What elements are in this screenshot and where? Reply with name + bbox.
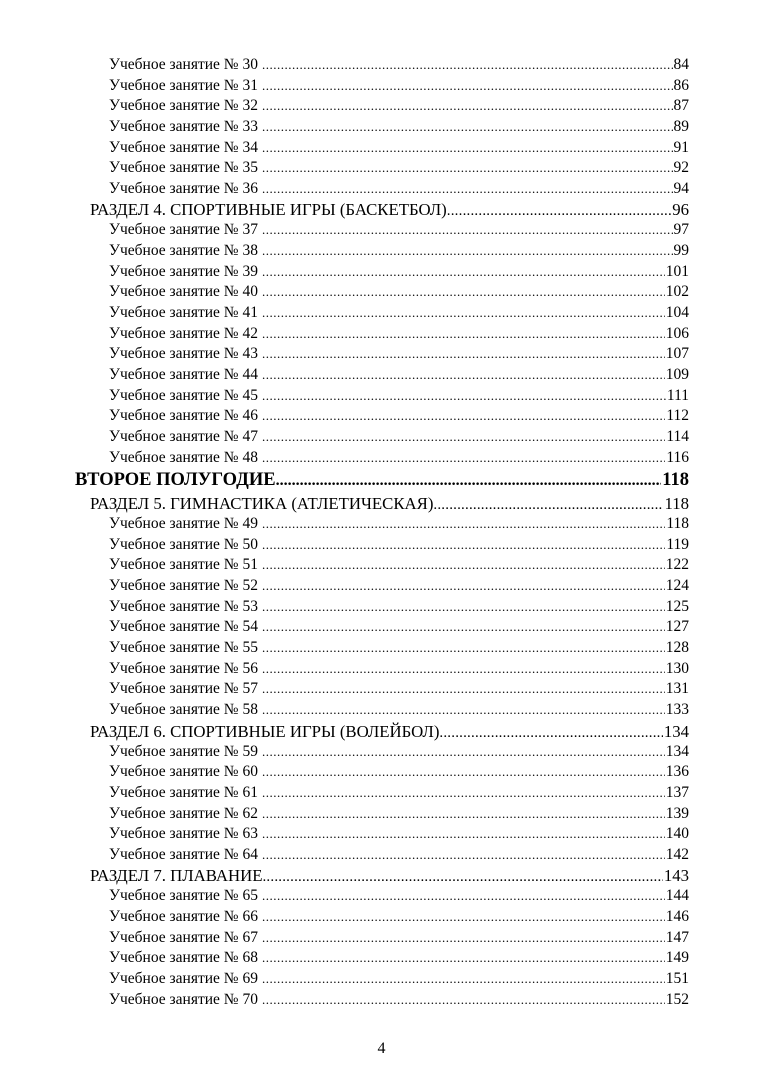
toc-entry-title: Учебное занятие № 34 bbox=[109, 138, 258, 156]
leader-dots bbox=[262, 948, 665, 969]
toc-entry-page: 97 bbox=[673, 221, 689, 239]
leader-dots bbox=[276, 468, 662, 493]
leader-dots bbox=[262, 867, 662, 888]
toc-entry-title: Учебное занятие № 53 bbox=[109, 597, 258, 615]
toc-entry-title: Учебное занятие № 42 bbox=[109, 324, 258, 342]
toc-entry-lesson[interactable] bbox=[109, 303, 689, 324]
leader-dots bbox=[262, 179, 673, 200]
toc-entry-title: Учебное занятие № 68 bbox=[109, 949, 258, 967]
toc-entry-title: ВТОРОЕ ПОЛУГОДИЕ bbox=[75, 470, 276, 491]
toc-entry-lesson[interactable] bbox=[109, 948, 689, 969]
toc-entry-title: Учебное занятие № 56 bbox=[109, 659, 258, 677]
toc-entry-page: 142 bbox=[665, 845, 689, 863]
toc-entry-page: 134 bbox=[665, 742, 689, 760]
leader-dots bbox=[262, 138, 673, 159]
leader-dots bbox=[262, 386, 666, 407]
toc-entry-page: 107 bbox=[665, 345, 689, 363]
toc-entry-lesson[interactable] bbox=[109, 282, 689, 303]
toc-entry-lesson[interactable] bbox=[109, 907, 689, 928]
toc-entry-title: Учебное занятие № 32 bbox=[109, 97, 258, 115]
toc-entry-lesson[interactable] bbox=[109, 845, 689, 866]
leader-dots bbox=[262, 324, 665, 345]
leader-dots bbox=[262, 535, 665, 556]
toc-entry-title: Учебное занятие № 66 bbox=[109, 908, 258, 926]
toc-entry-section[interactable] bbox=[90, 199, 689, 220]
toc-entry-lesson[interactable] bbox=[109, 406, 689, 427]
toc-entry-page: 92 bbox=[673, 159, 689, 177]
toc-entry-lesson[interactable] bbox=[109, 514, 689, 535]
toc-entry-lesson[interactable] bbox=[109, 700, 689, 721]
toc-entry-title: Учебное занятие № 48 bbox=[109, 448, 258, 466]
toc-entry-title: РАЗДЕЛ 6. СПОРТИВНЫЕ ИГРЫ (ВОЛЕЙБОЛ) bbox=[90, 721, 440, 741]
leader-dots bbox=[262, 241, 673, 262]
toc-entry-page: 130 bbox=[665, 659, 689, 677]
toc-entry-title: Учебное занятие № 69 bbox=[109, 969, 258, 987]
toc-entry-lesson[interactable] bbox=[109, 617, 689, 638]
leader-dots bbox=[262, 117, 673, 138]
toc-entry-page: 147 bbox=[665, 928, 689, 946]
toc-entry-title: Учебное занятие № 64 bbox=[109, 845, 258, 863]
toc-entry-title: Учебное занятие № 57 bbox=[109, 680, 258, 698]
toc-entry-title: Учебное занятие № 54 bbox=[109, 618, 258, 636]
toc-entry-title: РАЗДЕЛ 4. СПОРТИВНЫЕ ИГРЫ (БАСКЕТБОЛ) bbox=[90, 200, 447, 220]
toc-entry-lesson[interactable] bbox=[109, 928, 689, 949]
leader-dots bbox=[262, 76, 673, 97]
toc-entry-title: Учебное занятие № 33 bbox=[109, 117, 258, 135]
toc-entry-lesson[interactable] bbox=[109, 344, 689, 365]
toc-entry-title: Учебное занятие № 55 bbox=[109, 639, 258, 657]
toc-entry-title: Учебное занятие № 52 bbox=[109, 577, 258, 595]
leader-dots bbox=[262, 262, 665, 283]
leader-dots bbox=[262, 448, 665, 469]
leader-dots bbox=[262, 96, 673, 117]
leader-dots bbox=[262, 638, 665, 659]
leader-dots bbox=[262, 679, 665, 700]
toc-entry-page: 151 bbox=[665, 969, 689, 987]
toc-entry-lesson[interactable] bbox=[109, 386, 689, 407]
toc-entry-page: 118 bbox=[666, 515, 689, 533]
toc-entry-title: Учебное занятие № 45 bbox=[109, 386, 258, 404]
leader-dots bbox=[262, 427, 665, 448]
toc-entry-title: Учебное занятие № 41 bbox=[109, 304, 258, 322]
toc-entry-page: 87 bbox=[673, 97, 689, 115]
toc-entry-title: Учебное занятие № 51 bbox=[109, 556, 258, 574]
leader-dots bbox=[262, 406, 665, 427]
toc-entry-lesson[interactable] bbox=[109, 96, 689, 117]
toc-entry-title: Учебное занятие № 62 bbox=[109, 804, 258, 822]
toc-entry-title: Учебное занятие № 36 bbox=[109, 179, 258, 197]
table-of-contents bbox=[0, 55, 763, 1010]
toc-entry-page: 106 bbox=[665, 324, 689, 342]
leader-dots bbox=[262, 365, 665, 386]
toc-entry-title: РАЗДЕЛ 5. ГИМНАСТИКА (АТЛЕТИЧЕСКАЯ) bbox=[90, 494, 434, 514]
toc-entry-title: Учебное занятие № 37 bbox=[109, 221, 258, 239]
toc-entry-lesson[interactable] bbox=[109, 76, 689, 97]
toc-entry-page: 122 bbox=[665, 556, 689, 574]
leader-dots bbox=[262, 700, 665, 721]
toc-entry-lesson[interactable] bbox=[109, 638, 689, 659]
toc-entry-title: Учебное занятие № 59 bbox=[109, 742, 258, 760]
leader-dots bbox=[262, 344, 665, 365]
toc-entry-page: 119 bbox=[666, 535, 689, 553]
page-number: 4 bbox=[377, 1040, 386, 1057]
toc-entry-title: Учебное занятие № 63 bbox=[109, 825, 258, 843]
toc-entry-page: 102 bbox=[665, 283, 689, 301]
toc-entry-lesson[interactable] bbox=[109, 55, 689, 76]
toc-entry-page: 91 bbox=[673, 138, 689, 156]
toc-entry-lesson[interactable] bbox=[109, 969, 689, 990]
toc-entry-lesson[interactable] bbox=[109, 990, 689, 1011]
toc-entry-title: Учебное занятие № 65 bbox=[109, 887, 258, 905]
leader-dots bbox=[262, 282, 665, 303]
leader-dots bbox=[262, 303, 665, 324]
toc-entry-page: 136 bbox=[665, 763, 689, 781]
leader-dots bbox=[262, 783, 665, 804]
toc-entry-page: 109 bbox=[665, 365, 689, 383]
toc-entry-lesson[interactable] bbox=[109, 762, 689, 783]
toc-entry-page: 134 bbox=[663, 721, 689, 741]
toc-entry-lesson[interactable] bbox=[109, 448, 689, 469]
toc-entry-lesson[interactable] bbox=[109, 365, 689, 386]
leader-dots bbox=[262, 990, 665, 1011]
toc-entry-page: 84 bbox=[673, 56, 689, 73]
toc-entry-lesson[interactable] bbox=[109, 555, 689, 576]
toc-entry-lesson[interactable] bbox=[109, 679, 689, 700]
leader-dots bbox=[262, 617, 665, 638]
toc-entry-title: Учебное занятие № 50 bbox=[109, 535, 258, 553]
leader-dots bbox=[262, 597, 665, 618]
toc-entry-title: Учебное занятие № 35 bbox=[109, 159, 258, 177]
toc-entry-page: 124 bbox=[665, 577, 689, 595]
toc-entry-page: 118 bbox=[662, 470, 689, 491]
toc-entry-page: 133 bbox=[665, 700, 689, 718]
toc-entry-title: Учебное занятие № 40 bbox=[109, 283, 258, 301]
toc-entry-lesson[interactable] bbox=[109, 427, 689, 448]
leader-dots bbox=[262, 659, 665, 680]
leader-dots bbox=[262, 55, 673, 76]
toc-entry-page: 112 bbox=[666, 407, 689, 425]
toc-entry-lesson[interactable] bbox=[109, 138, 689, 159]
toc-entry-page: 146 bbox=[665, 908, 689, 926]
toc-entry-page: 96 bbox=[672, 200, 689, 220]
toc-entry-lesson[interactable] bbox=[109, 597, 689, 618]
toc-entry-section[interactable] bbox=[90, 865, 689, 886]
toc-entry-page: 152 bbox=[665, 990, 689, 1008]
toc-entry-page: 114 bbox=[666, 427, 689, 445]
toc-entry-title: Учебное занятие № 61 bbox=[109, 783, 258, 801]
toc-entry-page: 89 bbox=[673, 117, 689, 135]
leader-dots bbox=[262, 886, 665, 907]
toc-entry-page: 144 bbox=[665, 887, 689, 905]
toc-entry-title: Учебное занятие № 58 bbox=[109, 700, 258, 718]
leader-dots bbox=[262, 969, 665, 990]
leader-dots bbox=[433, 495, 663, 516]
toc-entry-lesson[interactable] bbox=[109, 158, 689, 179]
toc-entry-page: 143 bbox=[663, 866, 689, 886]
leader-dots bbox=[262, 742, 665, 763]
toc-entry-title: Учебное занятие № 43 bbox=[109, 345, 258, 363]
toc-entry-page: 86 bbox=[673, 76, 689, 94]
toc-entry-page: 131 bbox=[665, 680, 689, 698]
toc-entry-page: 111 bbox=[666, 386, 689, 404]
toc-entry-lesson[interactable] bbox=[109, 824, 689, 845]
toc-entry-page: 116 bbox=[666, 448, 689, 466]
toc-entry-lesson[interactable] bbox=[109, 535, 689, 556]
leader-dots bbox=[262, 514, 665, 535]
leader-dots bbox=[262, 220, 673, 241]
leader-dots bbox=[262, 762, 665, 783]
leader-dots bbox=[262, 804, 665, 825]
toc-entry-title: Учебное занятие № 46 bbox=[109, 407, 258, 425]
toc-entry-lesson[interactable] bbox=[109, 659, 689, 680]
toc-entry-title: Учебное занятие № 30 bbox=[109, 56, 258, 73]
leader-dots bbox=[262, 907, 665, 928]
toc-entry-lesson[interactable] bbox=[109, 241, 689, 262]
toc-entry-lesson[interactable] bbox=[109, 783, 689, 804]
toc-entry-title: Учебное занятие № 31 bbox=[109, 76, 258, 94]
toc-entry-title: Учебное занятие № 67 bbox=[109, 928, 258, 946]
toc-entry-page: 149 bbox=[665, 949, 689, 967]
toc-entry-page: 104 bbox=[665, 304, 689, 322]
leader-dots bbox=[262, 576, 665, 597]
toc-entry-page: 140 bbox=[665, 825, 689, 843]
leader-dots bbox=[439, 723, 662, 744]
toc-entry-page: 127 bbox=[665, 618, 689, 636]
toc-entry-page: 137 bbox=[665, 783, 689, 801]
toc-entry-section[interactable] bbox=[90, 493, 689, 514]
toc-entry-title: Учебное занятие № 39 bbox=[109, 262, 258, 280]
toc-entry-section[interactable] bbox=[90, 721, 689, 742]
toc-entry-lesson[interactable] bbox=[109, 117, 689, 138]
toc-entry-lesson[interactable] bbox=[109, 262, 689, 283]
leader-dots bbox=[262, 928, 665, 949]
toc-entry-title: Учебное занятие № 70 bbox=[109, 990, 258, 1008]
leader-dots bbox=[262, 845, 665, 866]
toc-entry-lesson[interactable] bbox=[109, 220, 689, 241]
toc-entry-page: 118 bbox=[664, 494, 689, 514]
toc-entry-lesson[interactable] bbox=[109, 179, 689, 200]
leader-dots bbox=[262, 555, 665, 576]
toc-entry-title: Учебное занятие № 38 bbox=[109, 242, 258, 260]
toc-entry-title: Учебное занятие № 49 bbox=[109, 515, 258, 533]
toc-entry-title: Учебное занятие № 44 bbox=[109, 365, 258, 383]
toc-entry-title: Учебное занятие № 47 bbox=[109, 427, 258, 445]
toc-entry-lesson[interactable] bbox=[109, 804, 689, 825]
toc-entry-page: 101 bbox=[665, 262, 689, 280]
toc-entry-page: 99 bbox=[673, 242, 689, 260]
toc-entry-lesson[interactable] bbox=[109, 886, 689, 907]
toc-entry-page: 94 bbox=[673, 179, 689, 197]
toc-entry-lesson[interactable] bbox=[109, 324, 689, 345]
leader-dots bbox=[262, 158, 673, 179]
toc-entry-lesson[interactable] bbox=[109, 742, 689, 763]
toc-entry-title: РАЗДЕЛ 7. ПЛАВАНИЕ bbox=[90, 866, 263, 886]
toc-entry-half[interactable] bbox=[75, 468, 689, 493]
toc-entry-lesson[interactable] bbox=[109, 576, 689, 597]
leader-dots bbox=[262, 824, 665, 845]
leader-dots bbox=[447, 201, 671, 222]
toc-entry-title: Учебное занятие № 60 bbox=[109, 763, 258, 781]
toc-entry-page: 128 bbox=[665, 639, 689, 657]
toc-entry-page: 139 bbox=[665, 804, 689, 822]
toc-entry-page: 125 bbox=[665, 597, 689, 615]
